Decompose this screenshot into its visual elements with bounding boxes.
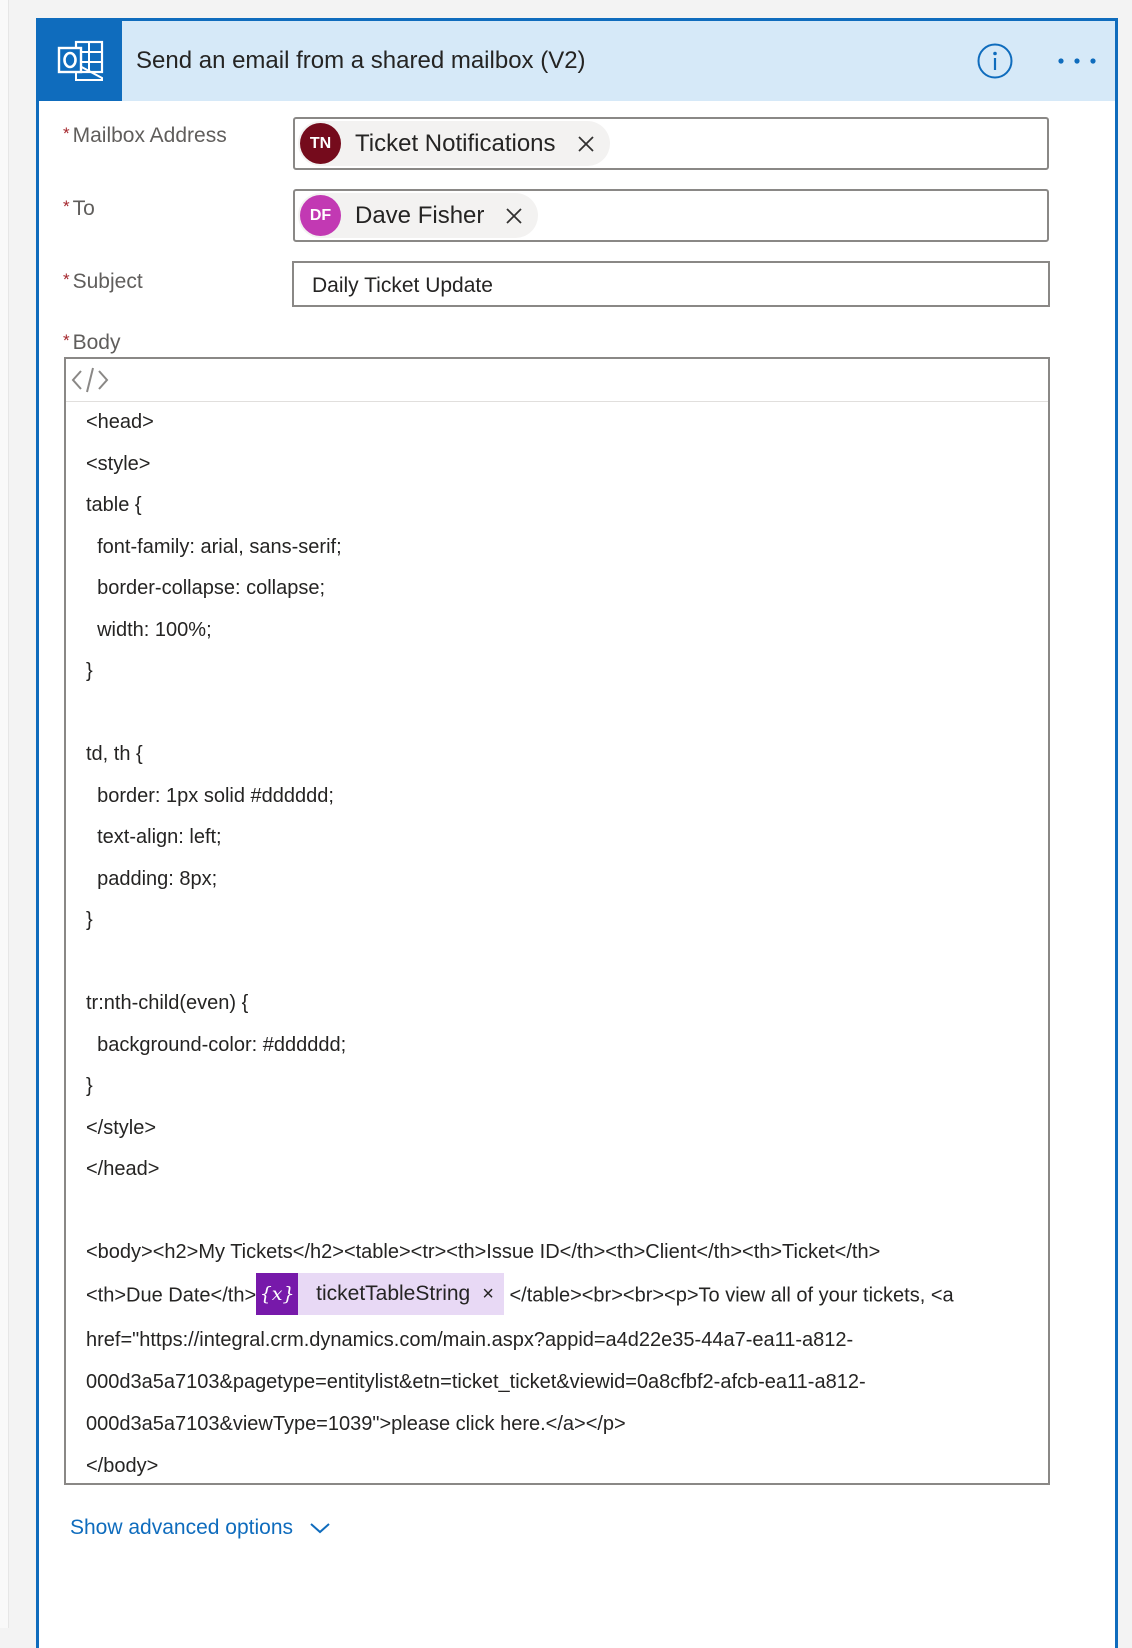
- dynamic-content-token[interactable]: [256, 1273, 504, 1315]
- subject-label: [63, 270, 143, 294]
- to-chip[interactable]: [298, 193, 538, 238]
- info-icon[interactable]: [977, 43, 1013, 79]
- mailbox-chip-name: Ticket Notifications: [355, 129, 556, 157]
- subject-input[interactable]: Daily Ticket Update: [292, 261, 1050, 307]
- show-advanced-options-button[interactable]: [70, 1516, 331, 1540]
- required-mark: *: [63, 197, 70, 216]
- action-header[interactable]: [39, 21, 1115, 101]
- advanced-label: Show advanced options: [70, 1516, 293, 1539]
- body-code-line: 000d3a5a7103&pagetype=entitylist&etn=ticket_ticket&viewid=0a8cfbf2-afcb-ea11-a812-: [86, 1371, 866, 1393]
- body-code-line: <style>: [86, 452, 151, 475]
- subject-label-text: Subject: [72, 270, 143, 293]
- body-label: [63, 331, 121, 355]
- body-toolbar: [66, 359, 1048, 402]
- code-view-icon[interactable]: [70, 363, 110, 397]
- body-code-line: }: [86, 1075, 93, 1097]
- body-code-line: width: 100%;: [86, 618, 212, 641]
- body-code-line: padding: 8px;: [86, 867, 218, 890]
- body-code-line: background-color: #dddddd;: [86, 1033, 347, 1056]
- body-code-line: <head>: [86, 411, 154, 433]
- mailbox-address-label: [63, 124, 227, 148]
- body-code-line: table {: [86, 494, 142, 516]
- body-code-line: td, th {: [86, 743, 143, 765]
- body-label-text: Body: [72, 331, 121, 354]
- avatar: DF: [300, 195, 341, 236]
- body-code-line: </style>: [86, 1116, 157, 1139]
- remove-token-close-icon[interactable]: ×: [482, 1282, 494, 1305]
- body-code-line: }: [86, 909, 93, 931]
- body-token-line-after: </table><br><br><p>To view all of your tickets, <a: [503, 1284, 954, 1307]
- body-token-line-before: <th>Due Date</th>: [86, 1284, 257, 1307]
- more-options-icon[interactable]: [1055, 48, 1099, 74]
- chevron-down-icon: [309, 1521, 331, 1535]
- remove-recipient-close-icon[interactable]: [504, 206, 524, 226]
- action-card: [36, 18, 1118, 1648]
- body-code-line: </head>: [86, 1158, 160, 1180]
- mailbox-address-label-text: Mailbox Address: [72, 124, 227, 147]
- remove-mailbox-close-icon[interactable]: [576, 134, 596, 154]
- token-body: [298, 1273, 504, 1315]
- body-editor[interactable]: [64, 357, 1050, 1485]
- required-mark: *: [63, 124, 70, 143]
- mailbox-chip[interactable]: [298, 121, 610, 166]
- avatar: TN: [300, 123, 341, 164]
- token-label: ticketTableString: [316, 1282, 471, 1305]
- to-label-text: To: [72, 197, 95, 220]
- body-code-line: </body>: [86, 1455, 159, 1477]
- outlook-icon: [39, 21, 122, 101]
- left-gutter: [0, 0, 9, 1628]
- action-title: Send an email from a shared mailbox (V2): [136, 47, 586, 74]
- required-mark: *: [63, 331, 70, 350]
- body-code-line: border-collapse: collapse;: [86, 577, 326, 599]
- variable-icon: {x}: [256, 1273, 298, 1315]
- body-code-line: border: 1px solid #dddddd;: [86, 784, 334, 807]
- body-code-line: tr:nth-child(even) {: [86, 992, 249, 1014]
- body-code-line: href="https://integral.crm.dynamics.com/main.aspx?appid=a4d22e35-44a7-ea11-a812-: [86, 1329, 854, 1351]
- body-token-line: [86, 1275, 954, 1317]
- body-code-line: <body><h2>My Tickets</h2><table><tr><th>Issue ID</th><th>Client</th><th>Ticket</th>: [86, 1241, 881, 1263]
- required-mark: *: [63, 270, 70, 289]
- body-code-line: }: [86, 660, 93, 682]
- body-code-line: font-family: arial, sans-serif;: [86, 535, 342, 558]
- body-code-line: 000d3a5a7103&viewType=1039">please click here.</a></p>: [86, 1413, 626, 1435]
- body-code-line: text-align: left;: [86, 826, 222, 848]
- to-field[interactable]: [293, 189, 1049, 242]
- mailbox-address-field[interactable]: [293, 117, 1049, 170]
- to-chip-name: Dave Fisher: [355, 201, 485, 229]
- to-label: [63, 197, 95, 221]
